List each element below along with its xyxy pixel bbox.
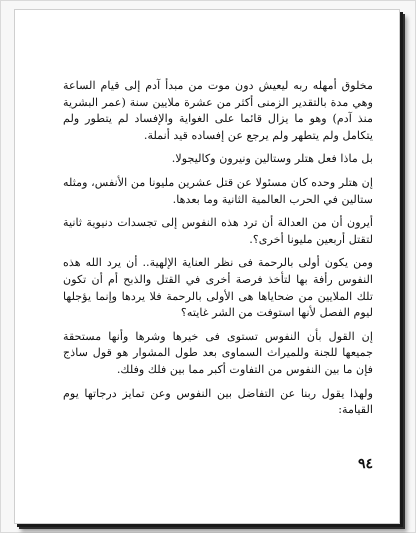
body-text — [63, 78, 373, 426]
paragraph-6: إن القول بأن النفوس تستوى فى خيرها وشرها وأنها مستحقة جميعها للجنة وللميراث السماوى بعد طول المشوار هو قول ساذج فإن ما بين النفوس من التفاوت أكبر مما بين فلك وفلك. — [63, 329, 373, 376]
paragraph-2: بل ماذا فعل هتلر وستالين ونيرون وكاليجولا. — [171, 152, 373, 166]
paragraph-1: مخلوق أمهله ربه ليعيش دون موت من مبدأ آدم إلى قيام الساعة وهي مدة بالتقدير الزمنى أكثر من عشرة ملايين سنة (عمر البشرية منذ آدم) وهو ما يزال قائما على الغواية والإفساد لم يتطور ولم يتكامل ولم يتطهر ولم يرجع عن إفساده قيد أنملة. — [63, 79, 373, 142]
paragraph-7: ولهذا يقول ربنا عن التفاضل بين النفوس وعن تمايز درجاتها يوم القيامة: — [63, 386, 373, 417]
paragraph-4: أيرون أن من العدالة أن ترد هذه النفوس إلى تجسدات دنيوية ثانية لتقتل أربعين مليونا أخرى؟. — [63, 216, 373, 246]
page-number: ٩٤ — [357, 456, 373, 472]
book-page — [14, 9, 400, 524]
paragraph-5: ومن يكون أولى بالرحمة فى نظر العناية الإلهية.. أن يرد الله هذه النفوس رأفة بها لتأخذ فرصة أخرى في القتل والذبح أم أن تكون تلك الملايين من ضحاياها هى الأولى بالرحمة فلا يردها وإنما يؤجلها ليوم الفصل لأنها استوفت من الشر غايته؟ — [63, 256, 373, 320]
paragraph-3: إن هتلر وحده كان مسئولا عن قتل عشرين مليونا من الأنفس، ومثله ستالين في الحرب العالمية الثانية وما بعدها. — [63, 175, 373, 206]
